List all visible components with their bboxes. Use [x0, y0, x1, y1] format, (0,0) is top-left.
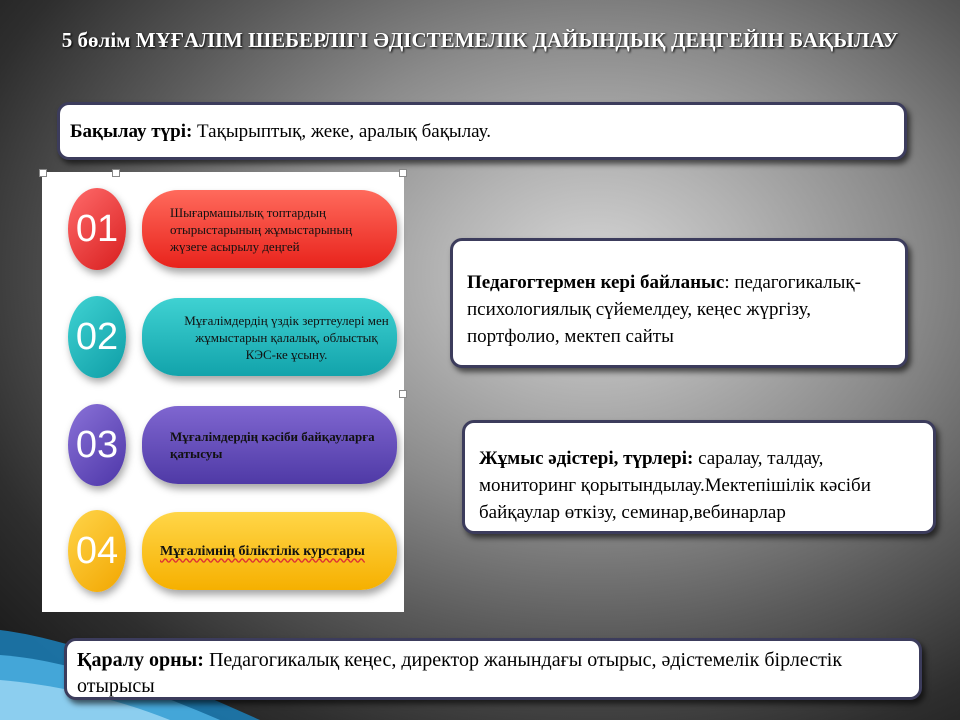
control-type-box [57, 102, 907, 160]
step-number: 03 [68, 404, 126, 486]
step-text: Шығармашылық топтардың отырыстарының жұмыстарының жүзеге асырылу деңгей [170, 204, 353, 254]
step-label [142, 512, 397, 590]
step-row [42, 396, 404, 496]
steps-panel[interactable] [42, 172, 404, 612]
review-place-box [64, 638, 922, 700]
resize-handle[interactable] [112, 169, 120, 177]
step-label [142, 298, 397, 376]
review-place-text: Педагогикалық кеңес, директор жанындағы отырыс, әдістемелік бірлестік отырысы [77, 649, 843, 697]
resize-handle[interactable] [399, 169, 407, 177]
step-label [142, 406, 397, 484]
step-text: Мұғалімдердің үздік зерттеулері мен жұмыстарын қалалық, облыстық КЭС-ке ұсыну. [184, 312, 389, 362]
methods-box [462, 420, 936, 534]
control-type-label: Бақылау түрі: [70, 121, 193, 142]
methods-text: саралау, талдау, мониторинг қорытындылау.Мектепішілік кәсіби байқаулар өткізу, семинар,вебинарлар [479, 448, 871, 523]
step-row [42, 180, 404, 280]
step-row [42, 502, 404, 602]
feedback-text: : педагогикалық-психологиялық сүйемелдеу, кеңес жүргізу, портфолио, мектеп сайты [467, 272, 861, 347]
control-type-text: Тақырыптық, жеке, аралық бақылау. [192, 121, 491, 142]
step-number: 04 [68, 510, 126, 592]
step-number: 01 [68, 188, 126, 270]
resize-handle[interactable] [399, 390, 407, 398]
step-label [142, 190, 397, 268]
step-number: 02 [68, 296, 126, 378]
step-text: Мұғалімдердің кәсіби байқауларға қатысуы [170, 429, 375, 461]
resize-handle[interactable] [39, 169, 47, 177]
methods-label: Жұмыс әдістері, түрлері: [479, 448, 694, 469]
step-row [42, 288, 404, 388]
review-place-label: Қаралу орны: [77, 649, 204, 671]
feedback-box [450, 238, 908, 368]
feedback-label: Педагогтермен кері байланыс [467, 272, 725, 293]
page-title: 5 бөлім МҰҒАЛІМ ШЕБЕРЛІГІ ӘДІСТЕМЕЛІК ДАЙЫНДЫҚ ДЕҢГЕЙІН БАҚЫЛАУ [61, 28, 899, 52]
step-text: Мұғалімнің біліктілік курстары [160, 543, 365, 559]
